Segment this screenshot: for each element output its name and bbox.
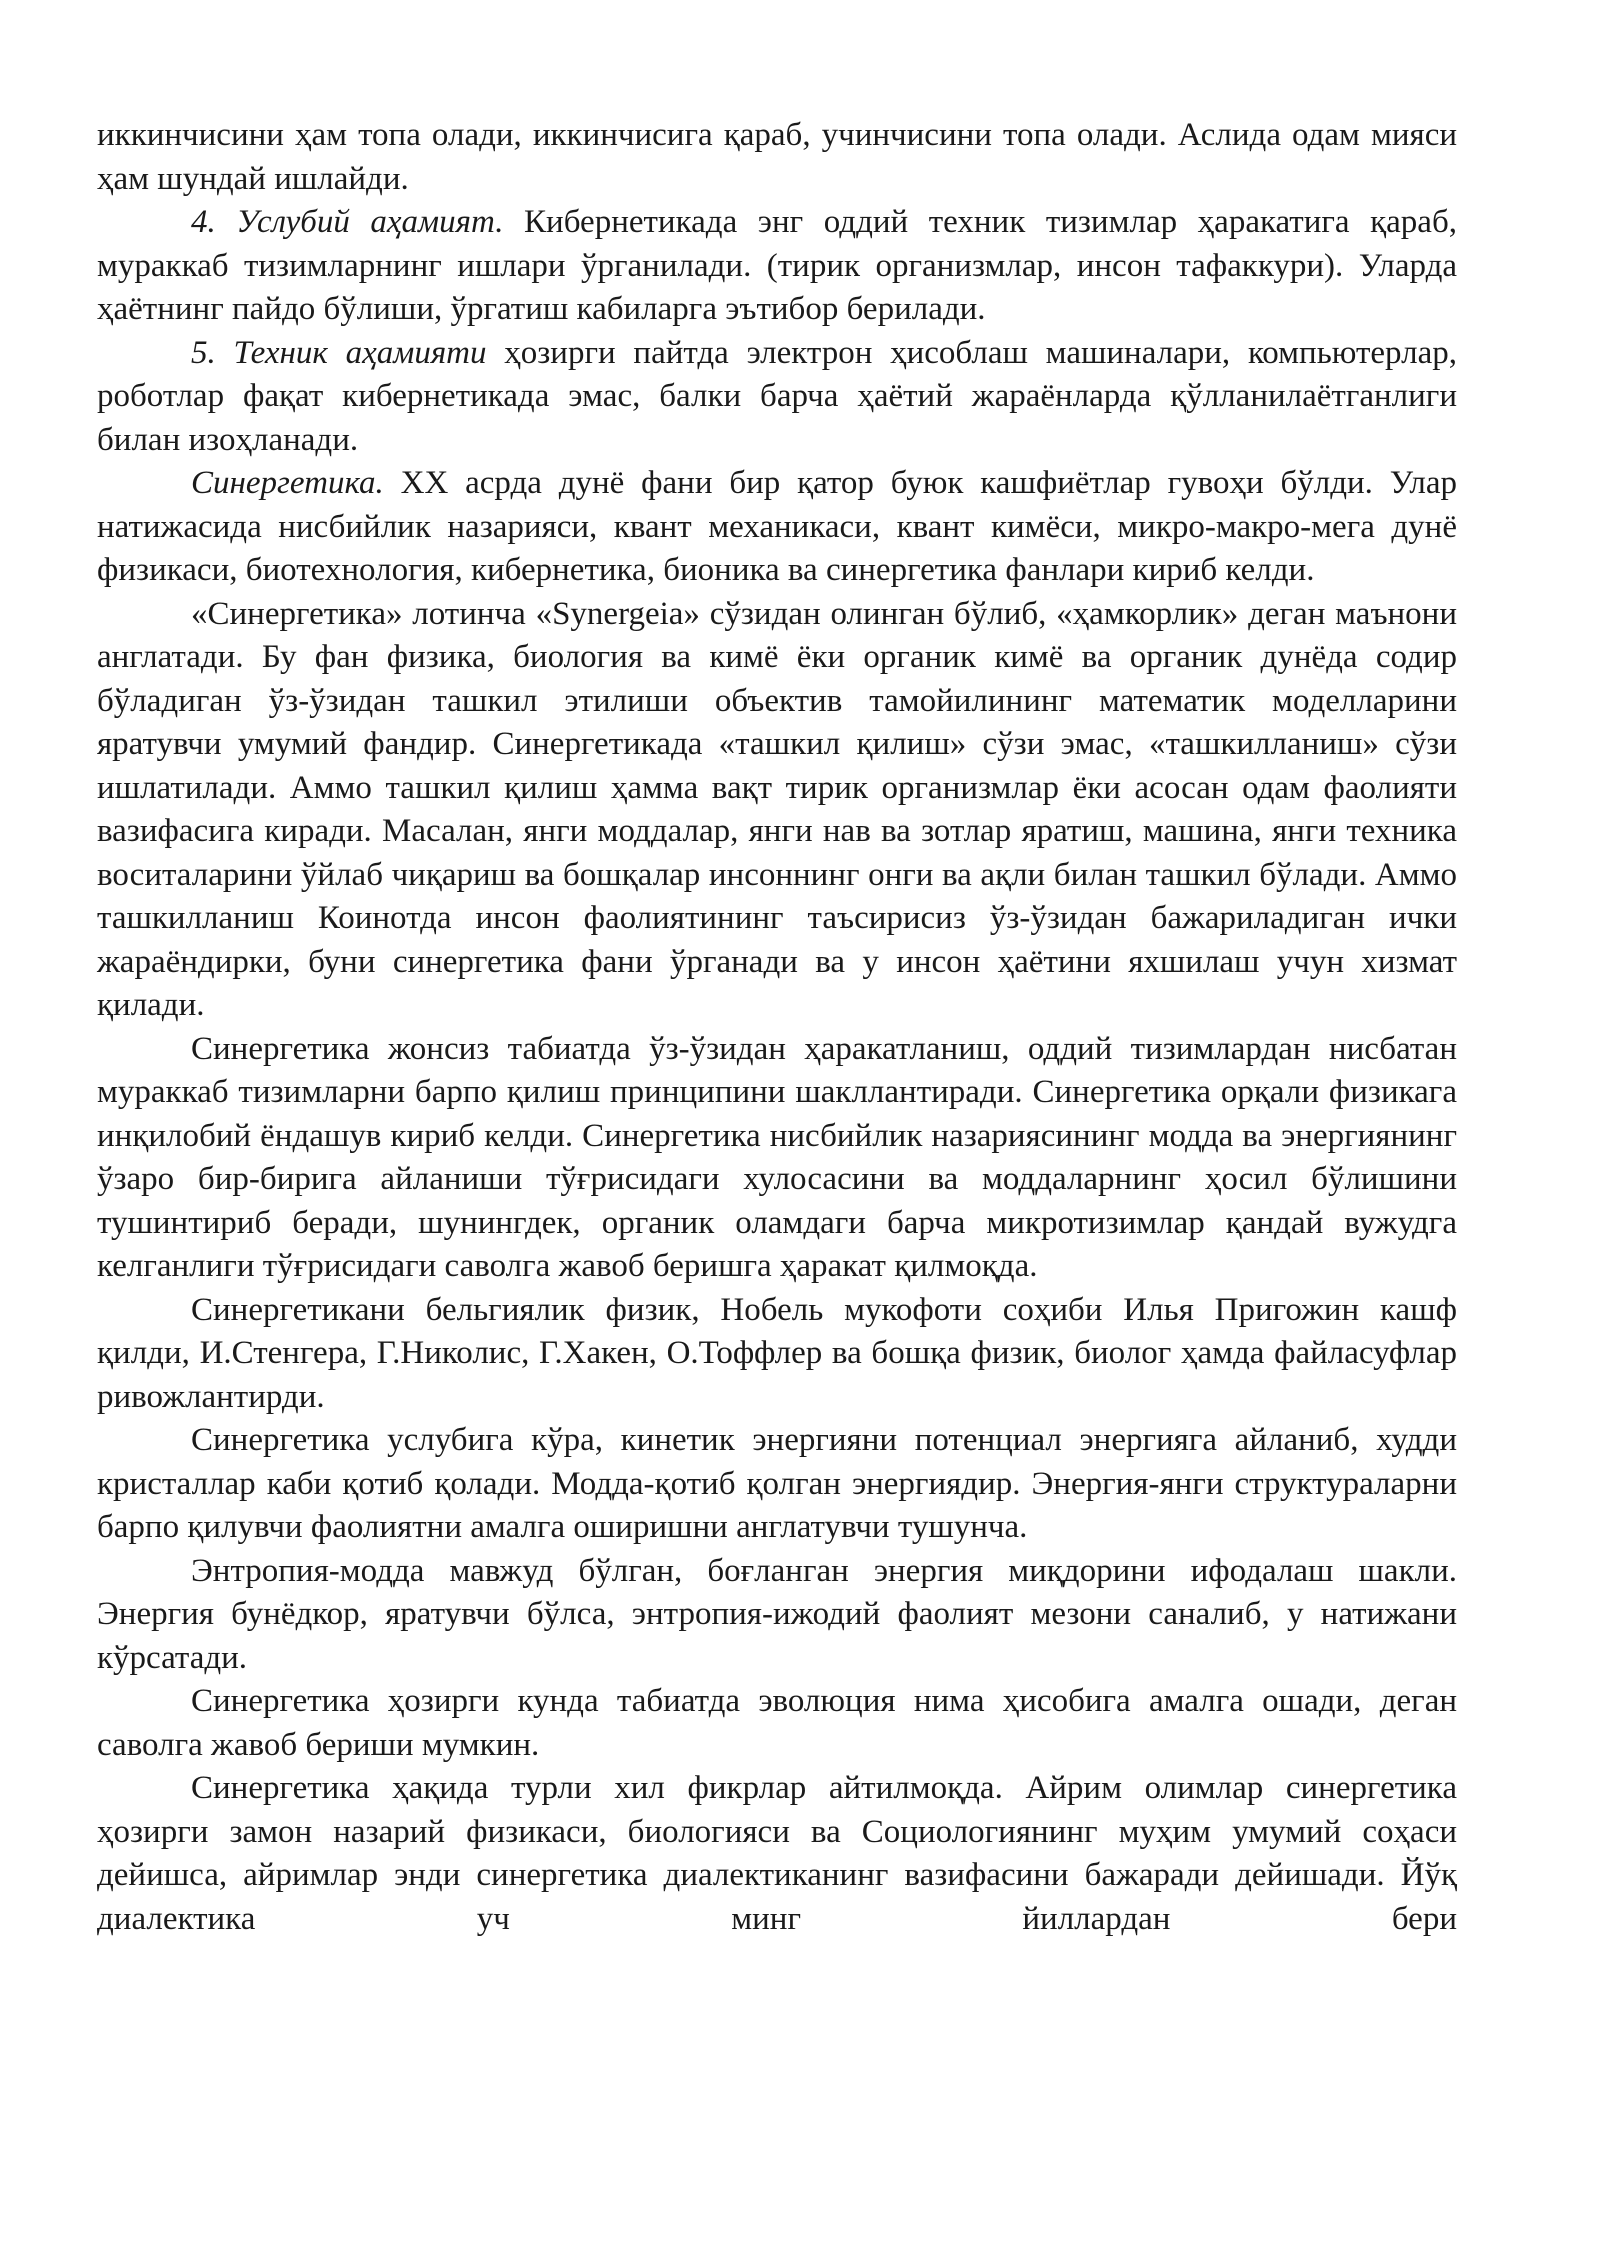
- paragraph-opinions: [97, 1767, 1457, 1941]
- paragraph-text: Синергетика ҳақида турли хил фикрлар айтилмоқда. Айрим олимлар синергетика ҳозирги замон назарий физикаси, биологияси ва Социологиянинг муҳим умумий соҳаси дейишса, айримлар энди синергетика диалектиканинг вазифасини бажаради дейишади. Йўқ диалектика уч минг йиллардан бери: [97, 1770, 1457, 1937]
- paragraph-text: иккинчисини ҳам топа олади, иккинчисига қараб, учинчисини топа олади. Аслида одам мияси ҳам шундай ишлайди.: [97, 117, 1457, 197]
- paragraph-text: Энтропия-модда мавжуд бўлган, боғланган энергия миқдорини ифодалаш шакли. Энергия бунёдкор, яратувчи бўлса, энтропия-ижодий фаолият мезони саналиб, у натижани кўрсатади.: [97, 1552, 1457, 1676]
- paragraph-synergetics-founders: [97, 1289, 1457, 1420]
- paragraph-synergetics-nature: [97, 1028, 1457, 1289]
- paragraph-text: ҳозирги пайтда электрон ҳисоблаш машиналари, компьютерлар, роботлар фақат кибернетикада эмас, балки барча ҳаётий жараёнларда қўлланилаётганлиги билан изоҳланади.: [97, 334, 1457, 458]
- paragraph-text: «Синергетика» лотинча «Synergeia» сўзидан олинган бўлиб, «ҳамкорлик» деган маънони англатади. Бу фан физика, биология ва кимё ёки органик кимё ва органик дунёда содир бўладиган ўз-ўзидан ташкил этилиши объектив тамойилининг математик моделларини яратувчи умумий фандир. Синергетикада «ташкил қилиш» сўзи эмас, «ташкилланиш» сўзи ишлатилади. Аммо ташкил қилиш ҳамма вақт тирик организмлар ёки асосан одам фаолияти вазифасига киради. Масалан, янги моддалар, янги нав ва зотлар яратиш, машина, янги техника воситаларини ўйлаб чиқариш ва бошқалар инсоннинг онги ва ақли билан ташкил бўлади. Аммо ташкилланиш Коинотда инсон фаолиятининг таъсирисиз ўз-ўзидан бажариладиган ички жараёндирки, буни синергетика фани ўрганади ва у инсон ҳаётини яхшилаш учун хизмат қилади.: [97, 595, 1457, 1023]
- paragraph-evolution: [97, 1680, 1457, 1767]
- paragraph-text: Кибернетикада энг оддий техник тизимлар ҳаракатига қараб, мураккаб тизимларнинг ишлари ўрганилади. (тирик организмлар, инсон тафаккури). Уларда ҳаётнинг пайдо бўлиши, ўргатиш кабиларга эътибор берилади.: [97, 204, 1457, 327]
- paragraph-lead: Синергетика.: [191, 465, 384, 501]
- paragraph-lead: 5. Техник аҳамияти: [191, 334, 487, 371]
- paragraph-text: Синергетикани бельгиялик физик, Нобель мукофоти соҳиби Илья Пригожин кашф қилди, И.Стенгера, Г.Николис, Г.Хакен, О.Тоффлер ва бошқа физик, биолог ҳамда файласуфлар ривожлантирди.: [97, 1291, 1457, 1415]
- paragraph-continuation: [97, 114, 1457, 201]
- document-page: [97, 114, 1457, 1941]
- paragraph-text: Синергетика жонсиз табиатда ўз-ўзидан ҳаракатланиш, оддий тизимлардан нисбатан мураккаб тизимларни барпо қилиш принципини шакллантиради. Синергетика орқали физикага инқилобий ёндашув кириб келди. Синергетика нисбийлик назариясининг модда ва энергиянинг ўзаро бир-бирига айланиши тўғрисидаги хулосасини ва моддаларнинг ҳосил бўлишини тушинтириб беради, шунингдек, органик оламдаги барча микротизимлар қандай вужудга келганлиги тўғрисидаги саволга жавоб беришга ҳаракат қилмоқда.: [97, 1030, 1457, 1284]
- paragraph-synergetics-intro: [97, 462, 1457, 593]
- paragraph-technical-significance: [97, 332, 1457, 463]
- paragraph-text: XX асрда дунё фани бир қатор буюк кашфиётлар гувоҳи бўлди. Улар натижасида нисбийлик назарияси, квант механикаси, квант кимёси, микро-макро-мега дунё физикаси, биотехнология, кибернетика, бионика ва синергетика фанлари кириб келди.: [97, 465, 1457, 588]
- paragraph-text: Синергетика услубига кўра, кинетик энергияни потенциал энергияга айланиб, худди кристаллар каби қотиб қолади. Модда-қотиб қолган энергиядир. Энергия-янги структураларни барпо қилувчи фаолиятни амалга оширишни англатувчи тушунча.: [97, 1422, 1457, 1545]
- paragraph-synergetics-definition: [97, 593, 1457, 1028]
- paragraph-lead: 4. Услубий аҳамият.: [191, 204, 504, 240]
- paragraph-entropy: [97, 1550, 1457, 1681]
- paragraph-text: Синергетика ҳозирги кунда табиатда эволюция нима ҳисобига амалга ошади, деган саволга жавоб бериши мумкин.: [97, 1683, 1457, 1763]
- paragraph-methodological-significance: [97, 201, 1457, 332]
- paragraph-energy: [97, 1419, 1457, 1550]
